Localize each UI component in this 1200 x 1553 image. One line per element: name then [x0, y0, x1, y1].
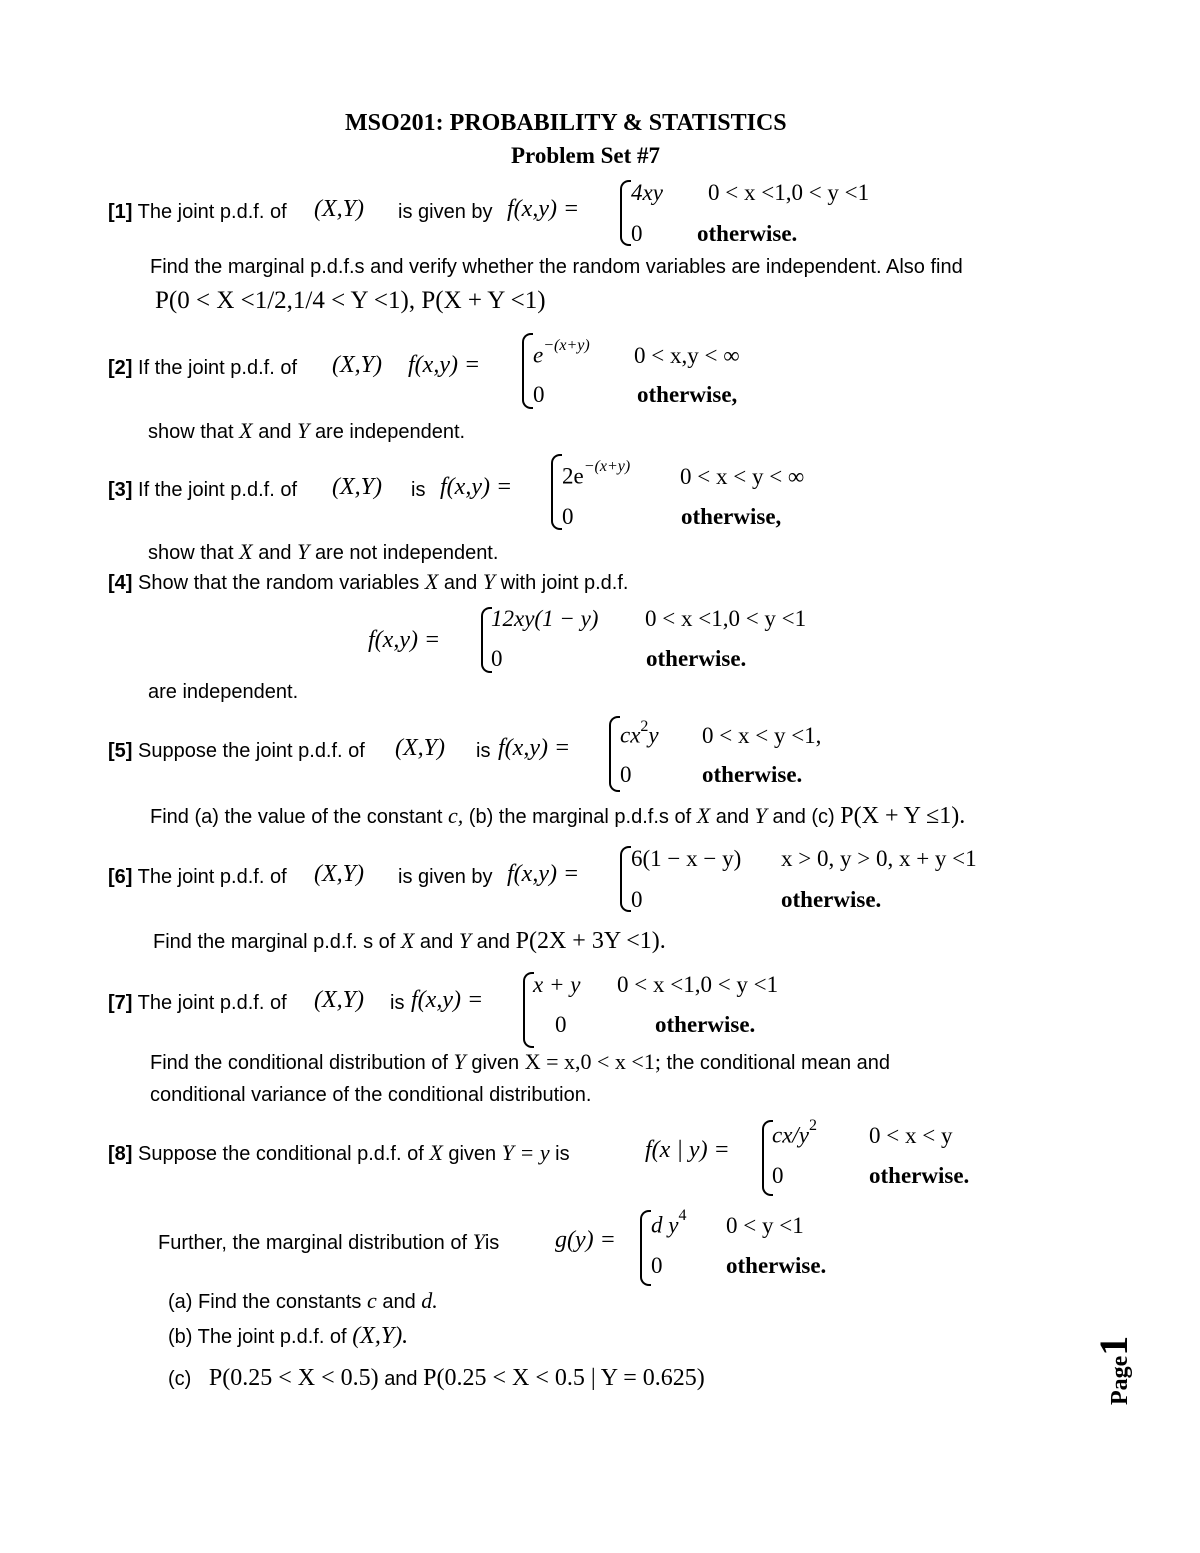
g-case2-expression: 0	[651, 1253, 663, 1278]
case1-expression: $cx^2y$	[620, 718, 659, 748]
case1-expression: $e^{-(x+y)}$	[533, 337, 590, 368]
random-pair: (X,Y)	[314, 196, 364, 222]
case1-expression: x + y	[533, 972, 581, 997]
random-pair: (X,Y)	[332, 352, 382, 378]
part-c: (c) P(0.25 < X < 0.5) and P(0.25 < X < 0.5 | Y = 0.625)	[168, 1365, 705, 1391]
case2-expression: 0	[631, 221, 643, 246]
problem-stem: The joint p.d.f. of	[137, 992, 287, 1014]
case1-expression: 12xy(1 − y)	[491, 606, 599, 631]
case1-expression: $2e^{-(x+y)}$	[562, 458, 631, 489]
case1-condition: 0 < x,y < ∞	[634, 343, 740, 368]
cases-brace	[551, 454, 562, 530]
case2-expression: 0	[562, 504, 574, 529]
marginal-statement: Further, the marginal distribution of Yis	[158, 1229, 500, 1254]
case1-condition: 0 < x <1,0 < y <1	[645, 606, 807, 631]
case1-condition: 0 < x < y <1,	[702, 723, 822, 748]
page-word: Page	[1107, 1355, 1133, 1405]
problem-instruction-continued: conditional variance of the conditional distribution.	[150, 1084, 592, 1106]
problem-number: [4]	[108, 572, 133, 594]
random-pair: (X,Y)	[314, 987, 364, 1013]
case2-expression: 0	[772, 1163, 784, 1188]
problem-set-title: Problem Set #7	[511, 143, 661, 168]
conditional-pdf-function: f(x | y) =	[645, 1137, 730, 1163]
problem-stem: If the joint p.d.f. of	[138, 357, 297, 379]
case2-expression: 0	[533, 382, 545, 407]
case1-condition: 0 < x <1,0 < y <1	[617, 972, 779, 997]
case1-condition: 0 < x <1,0 < y <1	[708, 180, 870, 205]
part-b: (b) The joint p.d.f. of (X,Y).	[168, 1323, 409, 1349]
problem-stem: If the joint p.d.f. of	[138, 479, 297, 501]
g-case1-condition: 0 < y <1	[726, 1213, 804, 1238]
problem-given: is	[390, 992, 405, 1014]
problem-stem: The joint p.d.f. of	[137, 201, 287, 223]
cases-brace	[620, 180, 631, 246]
marginal-pdf-function: g(y) =	[555, 1227, 616, 1253]
random-pair: (X,Y)	[332, 474, 382, 500]
random-pair: (X,Y)	[395, 735, 445, 761]
problem-number: [8]	[108, 1143, 133, 1165]
case1-expression: 4xy	[631, 180, 663, 205]
case2-condition: otherwise.	[781, 887, 882, 912]
part-a: (a) Find the constants c and d.	[168, 1288, 438, 1313]
case2-condition: otherwise,	[637, 382, 738, 407]
pdf-function: f(x,y) =	[507, 196, 580, 222]
problem-number: [1]	[108, 201, 133, 223]
pdf-function: f(x,y) =	[498, 735, 571, 761]
problem-instruction: Find (a) the value of the constant c, (b) the marginal p.d.f.s of X and Y and (c) P(X + Y ≤1).	[150, 803, 966, 829]
problem-given: is given by	[398, 201, 493, 223]
g-case2-condition: otherwise.	[726, 1253, 827, 1278]
problem-number: [3]	[108, 479, 133, 501]
pdf-function: f(x,y) =	[440, 474, 513, 500]
problem-instruction: Find the marginal p.d.f. s of X and Y and P(2X + 3Y <1).	[153, 928, 666, 954]
page-number-label	[1090, 1335, 1160, 1405]
cases-brace	[640, 1210, 651, 1286]
random-pair: (X,Y)	[314, 861, 364, 887]
pdf-function: f(x,y) =	[411, 987, 484, 1013]
case2-condition: otherwise.	[869, 1163, 970, 1188]
case1-expression: 6(1 − x − y)	[631, 846, 742, 871]
case2-condition: otherwise.	[697, 221, 798, 246]
problem-given: is	[411, 479, 426, 501]
case2-condition: otherwise.	[702, 762, 803, 787]
problem-stem: Show that the random variables	[138, 572, 420, 594]
case2-condition: otherwise.	[646, 646, 747, 671]
problem-stem: Suppose the conditional p.d.f. of	[138, 1143, 424, 1165]
case2-expression: 0	[491, 646, 503, 671]
course-title: MSO201: PROBABILITY & STATISTICS	[345, 110, 787, 136]
case2-expression: 0	[620, 762, 632, 787]
problem-given: is	[476, 740, 491, 762]
problem-number: [5]	[108, 740, 133, 762]
problem-stem: The joint p.d.f. of	[137, 866, 287, 888]
problem-conclusion: are independent.	[148, 681, 299, 703]
problem-given: is given by	[398, 866, 493, 888]
case1-condition: 0 < x < y < ∞	[680, 464, 805, 489]
case2-condition: otherwise,	[681, 504, 782, 529]
case2-condition: otherwise.	[655, 1012, 756, 1037]
problem-number: [6]	[108, 866, 133, 888]
cases-brace	[522, 333, 533, 409]
cases-brace	[609, 716, 620, 792]
g-case1-expression: d $y^4$	[651, 1207, 687, 1238]
case1-condition: x > 0, y > 0, x + y <1	[781, 846, 977, 871]
problem-stem: Suppose the joint p.d.f. of	[138, 740, 365, 762]
problem-number: [2]	[108, 357, 133, 379]
case1-condition: 0 < x < y	[869, 1123, 953, 1148]
problem-instruction: Find the conditional distribution of Y given X = x,0 < x <1; the conditional mean and	[150, 1049, 891, 1074]
problem-instruction: show that X and Y are not independent.	[148, 539, 499, 564]
pdf-function: f(x,y) =	[368, 627, 441, 653]
pdf-function: f(x,y) =	[507, 861, 580, 887]
problem-instruction: show that X and Y are independent.	[148, 418, 466, 443]
problem-instruction: Find the marginal p.d.f.s and verify whether the random variables are independent. Also find	[150, 256, 963, 278]
pdf-function: f(x,y) =	[408, 352, 481, 378]
case2-expression: 0	[555, 1012, 567, 1037]
problem-number: [7]	[108, 992, 133, 1014]
page-number: 1	[1091, 1335, 1136, 1356]
case1-expression: $cx/y^2$	[772, 1117, 818, 1148]
probability-expression: P(0 < X <1/2,1/4 < Y <1), P(X + Y <1)	[155, 287, 546, 314]
case2-expression: 0	[631, 887, 643, 912]
cases-brace	[620, 846, 631, 912]
